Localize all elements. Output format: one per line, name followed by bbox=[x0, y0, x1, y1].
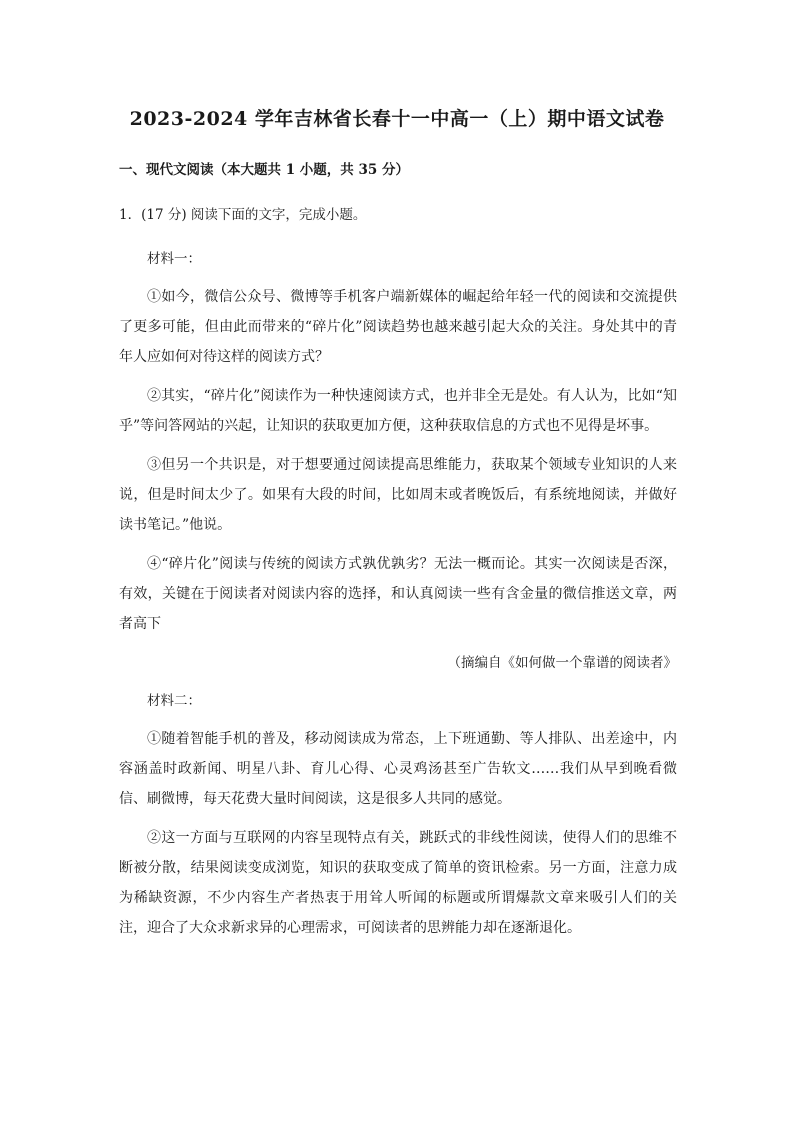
question-intro: 1．(17 分) 阅读下面的文字，完成小题。 bbox=[119, 207, 367, 223]
material-two-label: 材料二： bbox=[147, 693, 201, 709]
reading-passage bbox=[119, 244, 677, 943]
page-title: 2023-2024 学年吉林省长春十一中高一（上）期中语文试卷 bbox=[129, 108, 665, 130]
material-one-paragraph-2: ②其实，“碎片化”阅读作为一种快速阅读方式，也并非全无是处。有人认为，比如“知乎”等问答网站的兴起，让知识的获取更加方便，这种获取信息的方式也不见得是坏事。 bbox=[119, 388, 677, 434]
section-heading: 一、现代文阅读（本大题共 1 小题，共 35 分） bbox=[119, 162, 409, 178]
material-one-paragraph-3: ③但另一个共识是，对于想要通过阅读提高思维能力，获取某个领域专业知识的人来说，但是时间太少了。如果有大段的时间，比如周末或者晚饭后，有系统地阅读，并做好读书笔记。”他说。 bbox=[119, 457, 677, 533]
material-two-paragraph-1: ①随着智能手机的普及，移动阅读成为常态，上下班通勤、等人排队、出差途中，内容涵盖时政新闻、明星八卦、育儿心得、心灵鸡汤甚至广告软文……我们从早到晚看微信、刷微博，每天花费大量时间阅读，这是很多人共同的感觉。 bbox=[119, 731, 677, 807]
material-one-paragraph-4: ④“碎片化”阅读与传统的阅读方式孰优孰劣？无法一概而论。其实一次阅读是否深，有效，关键在于阅读者对阅读内容的选择，和认真阅读一些有含金量的微信推送文章，两者高下 bbox=[119, 556, 677, 632]
material-one-source: （摘编自《如何做一个靠谱的阅读者》 bbox=[447, 655, 677, 671]
material-one-label: 材料一： bbox=[147, 251, 201, 267]
material-two-paragraph-2: ②这一方面与互联网的内容呈现特点有关，跳跃式的非线性阅读，使得人们的思维不断被分散，结果阅读变成浏览，知识的获取变成了简单的资讯检索。另一方面，注意力成为稀缺资源，不少内容生产者热衷于用耸人听闻的标题或所谓爆款文章来吸引人们的关注，迎合了大众求新求异的心理需求，可阅读者的思辨能力却在逐渐退化。 bbox=[119, 830, 677, 936]
material-one-paragraph-1: ①如今，微信公众号、微博等手机客户端新媒体的崛起给年轻一代的阅读和交流提供了更多可能，但由此而带来的“碎片化”阅读趋势也越来越引起大众的关注。身处其中的青年人应如何对待这样的阅读方式？ bbox=[119, 289, 677, 365]
